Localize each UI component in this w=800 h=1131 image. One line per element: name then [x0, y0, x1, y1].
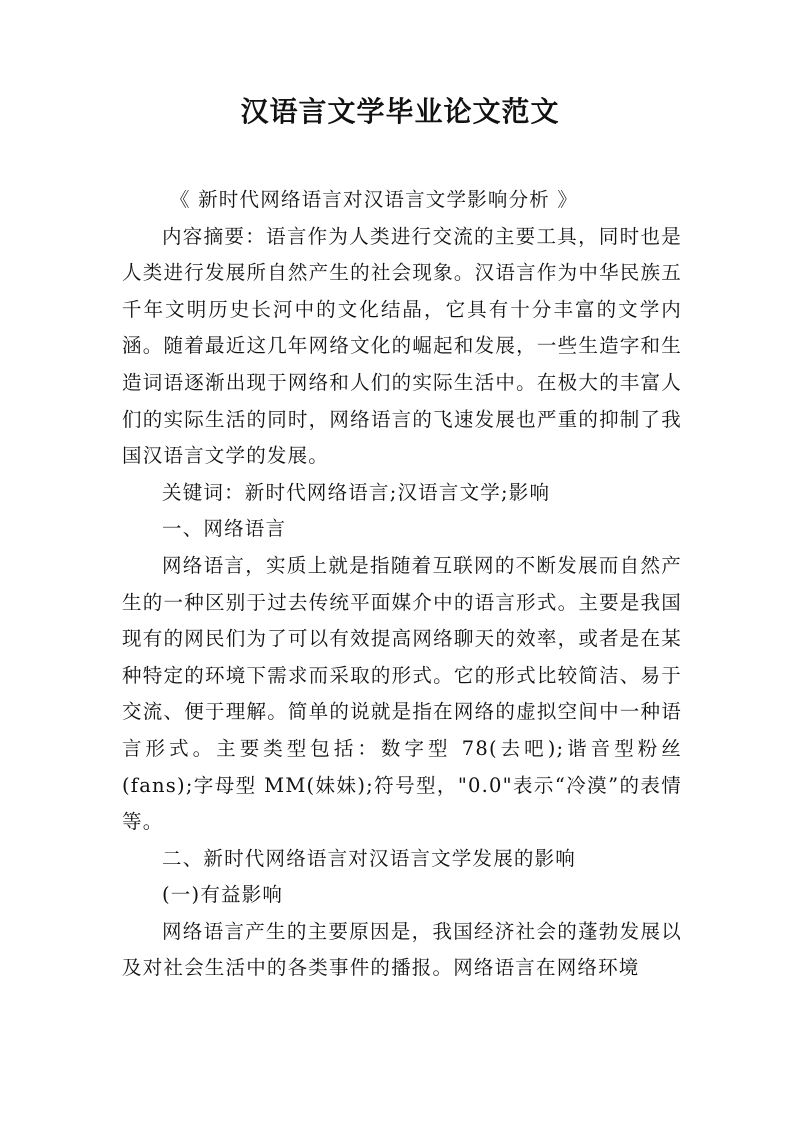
section-heading-1: 一、网络语言: [162, 517, 287, 541]
document-title: 汉语言文学毕业论文范文: [240, 95, 560, 128]
body-paragraph-1: 网络语言，实质上就是指随着互联网的不断发展而自然产生的一种区别于过去传统平面媒介中的语言形式。主要是我国现有的网民们为了可以有效提高网络聊天的效率，或者是在某种特定的环境下需求而采取的形式。它的形式比较简洁、易于交流、便于理解。简单的说就是指在网络的虚拟空间中一种语言形式。主要类型包括：数字型 78(去吧);谐音型粉丝(fans);字母型 MM(妹妹);符号型，"0.0"表示“冷漠”的表情等。: [122, 553, 682, 834]
document-body: [122, 182, 682, 987]
keywords-line: 关键词：新时代网络语言;汉语言文学;影响: [162, 480, 551, 504]
section-heading-2: 二、新时代网络语言对汉语言文学发展的影响: [162, 846, 577, 870]
subsection-heading-1: (一)有益影响: [162, 883, 284, 907]
body-paragraph-2: 网络语言产生的主要原因是，我国经济社会的蓬勃发展以及对社会生活中的各类事件的播报。网络语言在网络环境: [122, 919, 682, 980]
article-subtitle: 《 新时代网络语言对汉语言文学影响分析 》: [170, 188, 579, 211]
abstract-paragraph: 内容摘要：语言作为人类进行交流的主要工具，同时也是人类进行发展所自然产生的社会现象。汉语言作为中华民族五千年文明历史长河中的文化结晶，它具有十分丰富的文学内涵。随着最近这几年网络文化的崛起和发展，一些生造字和生造词语逐渐出现于网络和人们的实际生活中。在极大的丰富人们的实际生活的同时，网络语言的飞速发展也严重的抑制了我国汉语言文学的发展。: [122, 224, 682, 468]
